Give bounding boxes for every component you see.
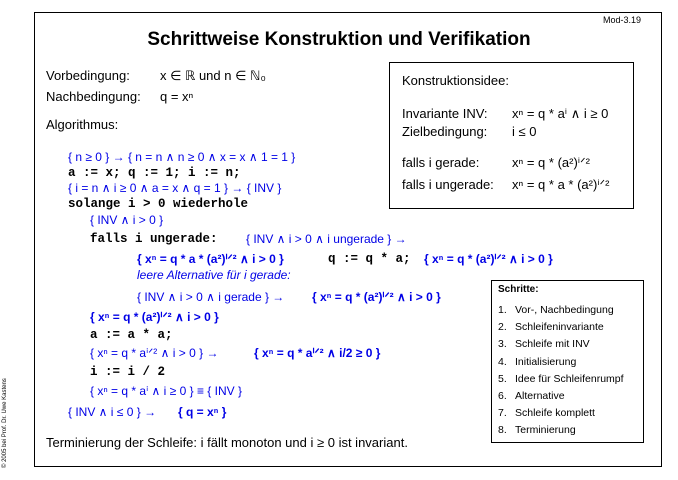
algo-line-10: { xⁿ = q * (a²)ⁱᐟ² ∧ i > 0 } xyxy=(90,310,219,324)
goal-value: i ≤ 0 xyxy=(512,124,537,139)
algo-line-15-result: { q = xⁿ } xyxy=(178,405,227,419)
list-item xyxy=(498,319,624,336)
step-number: 5. xyxy=(498,372,507,385)
invariant-label: Invariante INV: xyxy=(402,106,488,121)
copyright-note: © 2005 bei Prof. Dr. Uwe Kastens xyxy=(2,378,8,468)
algo-line-9-assertion: { INV ∧ i > 0 ∧ i gerade } → xyxy=(137,290,285,304)
slide-id: Mod-3.19 xyxy=(603,15,642,25)
algorithm-label: Algorithmus: xyxy=(46,117,119,132)
goal-label: Zielbedingung: xyxy=(402,124,488,139)
termination-note: Terminierung der Schleife: i fällt monoton und i ≥ 0 ist invariant. xyxy=(46,435,408,450)
precondition-label: Vorbedingung: xyxy=(46,68,130,83)
step-number: 1. xyxy=(498,304,507,316)
step-number: 2. xyxy=(498,321,507,334)
steps-list xyxy=(498,302,624,440)
postcondition-label: Nachbedingung: xyxy=(46,89,141,104)
invariant-value: xⁿ = q * aⁱ ∧ i ≥ 0 xyxy=(512,106,609,121)
step-label: Idee für Schleifenrumpf xyxy=(515,372,624,385)
list-item xyxy=(498,371,624,388)
odd-case-value: xⁿ = q * a * (a²)ⁱᐟ² xyxy=(512,177,610,192)
step-label: Initialisierung xyxy=(515,355,577,368)
algo-line-9-result: { xⁿ = q * (a²)ⁱᐟ² ∧ i > 0 } xyxy=(312,290,441,304)
algo-line-7-statement: q := q * a; xyxy=(328,252,411,266)
algo-line-8: leere Alternative für i gerade: xyxy=(137,268,291,282)
algo-line-12-result: { xⁿ = q * aⁱᐟ² ∧ i/2 ≥ 0 } xyxy=(254,346,381,360)
list-item xyxy=(498,388,624,405)
algo-line-15-assertion: { INV ∧ i ≤ 0 } → xyxy=(68,405,157,419)
step-label: Schleife komplett xyxy=(515,407,595,420)
postcondition-value: q = xⁿ xyxy=(160,89,194,104)
construction-idea-box xyxy=(389,62,634,209)
algo-line-3: { i = n ∧ i ≥ 0 ∧ a = x ∧ q = 1 } → { INV } xyxy=(68,181,282,195)
steps-box xyxy=(491,280,644,443)
step-label: Schleifeninvariante xyxy=(515,321,604,334)
even-case-value: xⁿ = q * (a²)ⁱᐟ² xyxy=(512,155,590,170)
algo-line-12-assertion: { xⁿ = q * aⁱᐟ² ∧ i > 0 } → xyxy=(90,346,219,360)
algo-line-1: { n ≥ 0 } → { n = n ∧ n ≥ 0 ∧ x = x ∧ 1 = 1 } xyxy=(68,150,296,164)
list-item xyxy=(498,354,624,371)
step-label: Alternative xyxy=(515,389,565,402)
list-item xyxy=(498,405,624,422)
algo-line-4: solange i > 0 wiederhole xyxy=(68,197,249,211)
algo-line-13: i := i / 2 xyxy=(90,365,166,379)
algo-line-7-postassertion: { xⁿ = q * (a²)ⁱᐟ² ∧ i > 0 } xyxy=(424,252,553,266)
algo-line-14: { xⁿ = q * aⁱ ∧ i ≥ 0 } ≡ { INV } xyxy=(90,384,242,398)
algo-line-11: a := a * a; xyxy=(90,328,173,342)
even-case-label: falls i gerade: xyxy=(402,155,480,170)
step-number: 7. xyxy=(498,407,507,420)
algo-line-2: a := x; q := 1; i := n; xyxy=(68,166,241,180)
algo-line-5: { INV ∧ i > 0 } xyxy=(90,213,164,227)
step-number: 6. xyxy=(498,389,507,402)
step-number: 4. xyxy=(498,355,507,368)
idea-title: Konstruktionsidee: xyxy=(402,73,509,88)
step-label: Schleife mit INV xyxy=(515,338,590,351)
step-label: Vor-, Nachbedingung xyxy=(515,304,614,316)
list-item xyxy=(498,422,624,439)
list-item xyxy=(498,336,624,353)
step-number: 8. xyxy=(498,424,507,437)
algo-line-7-assertion: { xⁿ = q * a * (a²)ⁱᐟ² ∧ i > 0 } xyxy=(137,252,284,266)
list-item xyxy=(498,302,624,319)
algo-line-6-keyword: falls i ungerade: xyxy=(90,232,218,246)
step-number: 3. xyxy=(498,338,507,351)
odd-case-label: falls i ungerade: xyxy=(402,177,494,192)
steps-title: Schritte: xyxy=(498,284,539,295)
step-label: Terminierung xyxy=(515,424,576,437)
algo-line-6-assertion: { INV ∧ i > 0 ∧ i ungerade } → xyxy=(246,232,407,246)
page-title: Schrittweise Konstruktion und Verifikation xyxy=(147,29,531,50)
precondition-value: x ∈ ℝ und n ∈ ℕ₀ xyxy=(160,68,266,83)
